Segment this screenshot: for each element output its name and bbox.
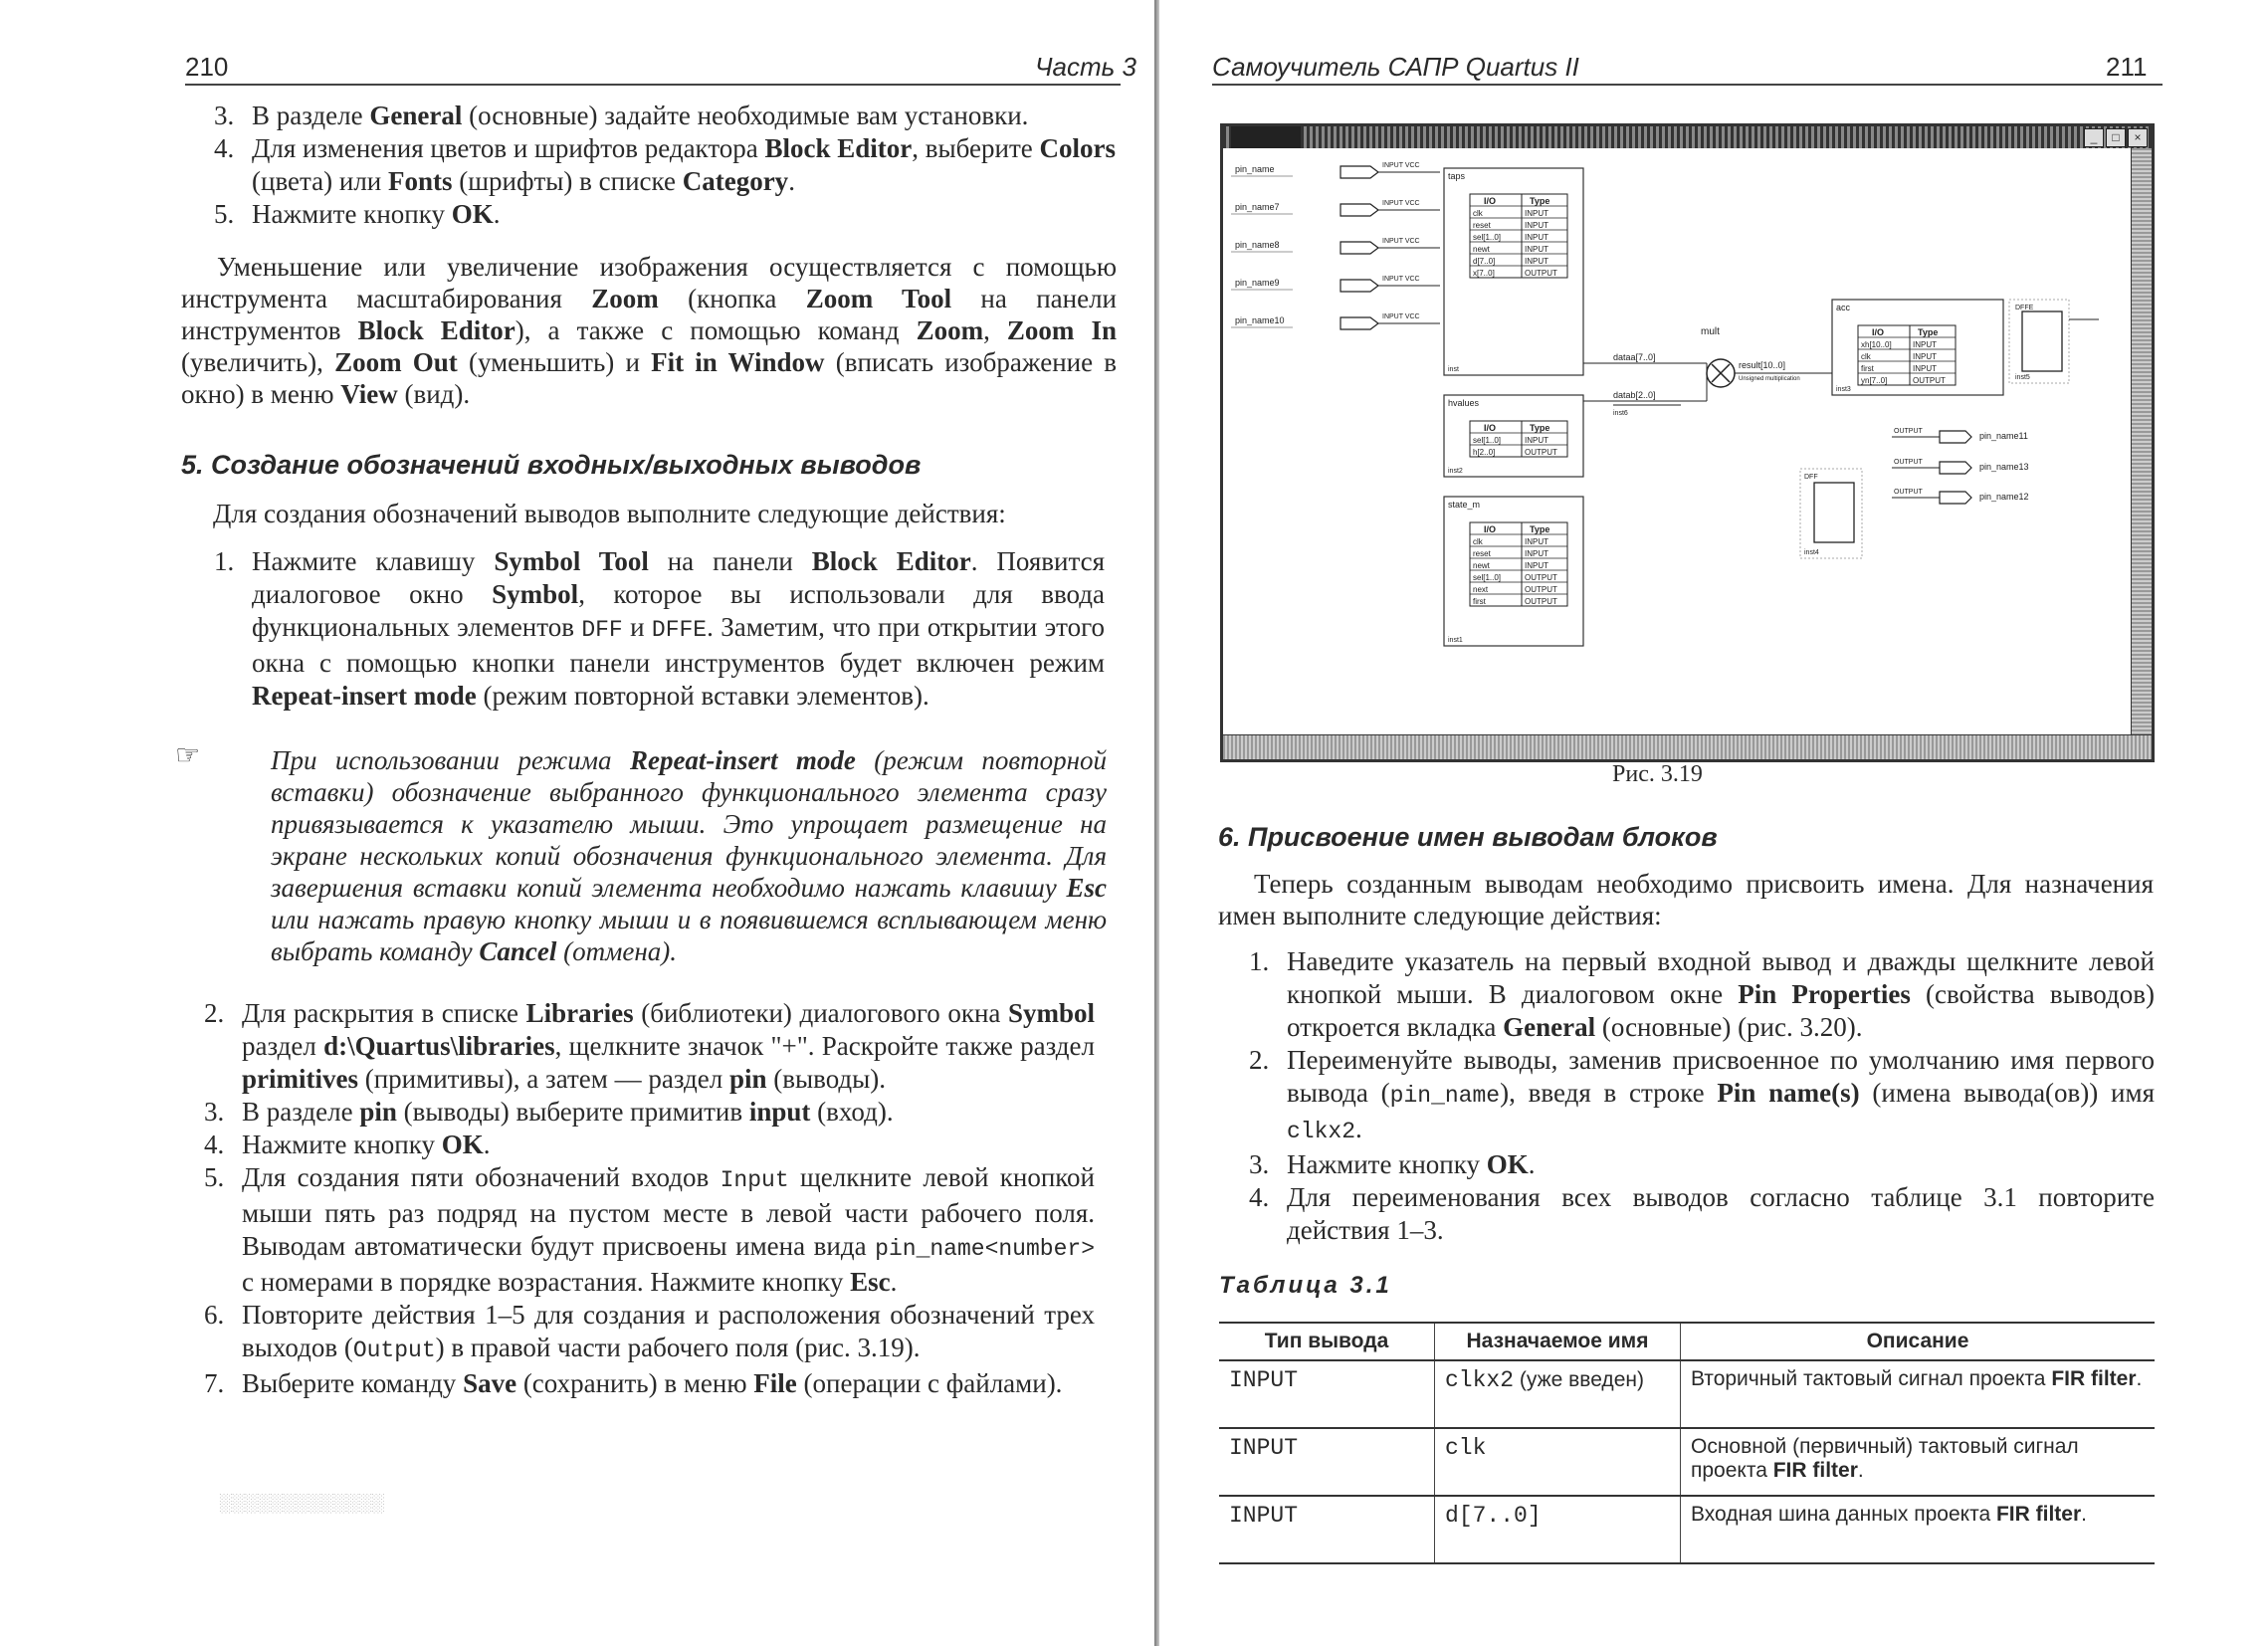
text-run: В разделе bbox=[252, 101, 370, 130]
table-3-1 bbox=[1219, 1322, 2155, 1564]
text-run: (основные) (рис. 3.20). bbox=[1595, 1012, 1863, 1042]
text-run: (операции с файлами). bbox=[796, 1368, 1063, 1398]
input-pin-symbol bbox=[1340, 166, 1378, 178]
figure-caption: Рис. 3.19 bbox=[1612, 761, 1703, 787]
text-run: (цвета) или bbox=[252, 166, 388, 196]
block-name: acc bbox=[1836, 303, 1851, 312]
text-run: на панели инструментов bbox=[181, 284, 1117, 345]
bold-term: primitives bbox=[242, 1064, 358, 1094]
io-port-name: newt bbox=[1473, 245, 1490, 254]
window-title bbox=[1231, 126, 1301, 148]
text-run: Основной (первичный) тактовый сигнал проекта bbox=[1691, 1435, 2079, 1482]
text-run: При использовании режима bbox=[271, 745, 630, 775]
cell-type: INPUT bbox=[1219, 1496, 1435, 1563]
cell-description bbox=[1681, 1428, 2156, 1496]
section-6-steps-list bbox=[1249, 945, 2155, 1247]
bold-term: Fit in Window bbox=[651, 347, 825, 377]
cell-name-code: clk bbox=[1445, 1435, 1487, 1461]
input-pin-label: pin_name9 bbox=[1235, 278, 1280, 288]
bold-term: Cancel bbox=[479, 936, 557, 966]
list-item bbox=[214, 100, 1120, 132]
input-pin-label: pin_name8 bbox=[1235, 240, 1280, 250]
text-run: (шрифты) в списке bbox=[452, 166, 683, 196]
window-title-bar bbox=[1223, 126, 2152, 148]
io-table-head-type: Type bbox=[1918, 327, 1939, 337]
io-port-type: INPUT bbox=[1525, 561, 1548, 570]
section-5-intro: Для создания обозначений выводов выполните следующие действия: bbox=[213, 499, 1006, 528]
text-run: , bbox=[983, 315, 1007, 345]
bold-term: Zoom bbox=[916, 315, 984, 345]
text-run: . bbox=[1355, 1114, 1362, 1143]
zoom-paragraph bbox=[181, 251, 1117, 410]
text-run: (сохранить) в меню bbox=[516, 1368, 754, 1398]
bold-term: Category bbox=[682, 166, 789, 196]
section-heading-5: 5. Создание обозначений входных/выходных выводов bbox=[181, 450, 922, 480]
io-port-name: first bbox=[1861, 364, 1874, 373]
block-instance: inst1 bbox=[1448, 637, 1463, 644]
steps-top-list bbox=[214, 100, 1120, 231]
bold-term: Save bbox=[463, 1368, 517, 1398]
bold-term: View bbox=[340, 379, 398, 409]
io-port-type: OUTPUT bbox=[1525, 269, 1557, 278]
bold-term: input bbox=[748, 1097, 811, 1127]
text-run: Повторите действия 1–5 для создания и расположения обозначений трех выходов ( bbox=[242, 1300, 1095, 1362]
text-run: . bbox=[1528, 1149, 1536, 1179]
bold-term: Zoom Tool bbox=[805, 284, 952, 313]
text-run: Вторичный тактовый сигнал проекта bbox=[1691, 1367, 2052, 1390]
bold-term: Zoom Out bbox=[334, 347, 458, 377]
mult-instance: inst6 bbox=[1613, 410, 1628, 417]
io-port-name: d[7..0] bbox=[1473, 257, 1496, 266]
bold-term: OK bbox=[441, 1130, 484, 1159]
dff-name: DFF bbox=[1804, 474, 1818, 481]
text-run: , щелкните значок "+". Раскройте также раздел bbox=[554, 1031, 1095, 1061]
output-pin-tag: OUTPUT bbox=[1894, 428, 1923, 435]
text-run: (вписать изображение в окно) в меню bbox=[181, 347, 1118, 409]
input-pin-tag: INPUT VCC bbox=[1382, 238, 1420, 245]
text-run: (отмена). bbox=[556, 936, 677, 966]
io-port-type: INPUT bbox=[1913, 340, 1937, 349]
text-run: ) в правой части рабочего поля (рис. 3.19). bbox=[435, 1333, 921, 1362]
io-port-type: INPUT bbox=[1525, 549, 1548, 558]
bold-term: FIR filter bbox=[1995, 1503, 2082, 1526]
bold-term: Libraries bbox=[525, 998, 634, 1028]
bold-term: Zoom In bbox=[1006, 315, 1118, 345]
list-number: 4. bbox=[1249, 1182, 1270, 1212]
bold-term: Pin name(s) bbox=[1717, 1078, 1860, 1108]
text-run: Наведите указатель на первый входной вывод и дважды щелкните левой кнопкой мыши. В диалоговом окне bbox=[1287, 946, 2155, 1009]
bold-term: General bbox=[369, 101, 463, 130]
input-pin-tag: INPUT VCC bbox=[1382, 313, 1420, 320]
bold-term: OK bbox=[451, 199, 494, 229]
mult-dataa: dataa[7..0] bbox=[1613, 352, 1656, 362]
figure-3-19-screenshot bbox=[1220, 123, 2155, 762]
input-pin-symbol bbox=[1340, 317, 1378, 329]
input-pin-symbol bbox=[1340, 280, 1378, 292]
text-run: Выберите команду bbox=[242, 1368, 464, 1398]
bold-term: Symbol bbox=[492, 579, 579, 609]
text-run: . Появится диалоговое окно bbox=[252, 546, 1105, 609]
io-port-type: OUTPUT bbox=[1525, 585, 1557, 594]
list-item bbox=[204, 997, 1095, 1096]
table-header-description: Описание bbox=[1681, 1323, 2156, 1360]
bold-term: File bbox=[753, 1368, 797, 1398]
bold-term: FIR filter bbox=[1772, 1459, 1858, 1482]
list-number: 3. bbox=[204, 1097, 225, 1127]
input-pin-tag: INPUT VCC bbox=[1382, 162, 1420, 169]
output-pin-tag: OUTPUT bbox=[1894, 459, 1923, 466]
text-run: Входная шина данных проекта bbox=[1691, 1503, 1996, 1526]
list-item bbox=[204, 1367, 1095, 1400]
bold-term: Colors bbox=[1039, 133, 1117, 163]
list-item bbox=[204, 1161, 1095, 1299]
io-port-type: INPUT bbox=[1525, 209, 1548, 218]
output-pin-label: pin_name13 bbox=[1979, 462, 2029, 472]
text-run: . bbox=[2136, 1367, 2143, 1390]
text-run: (имена вывода(ов)) имя bbox=[1859, 1078, 2156, 1108]
bold-term: Symbol Tool bbox=[494, 546, 649, 576]
code-term: pin_name<number> bbox=[875, 1236, 1095, 1262]
section-heading-6: 6. Присвоение имен выводам блоков bbox=[1218, 822, 1718, 852]
list-item bbox=[204, 1129, 1095, 1161]
minimize-button[interactable]: _ bbox=[2084, 128, 2104, 147]
text-run: . Заметим, что при открытии этого окна с помощью кнопки панели инструментов будет включен режим bbox=[252, 612, 1106, 678]
maximize-button[interactable]: □ bbox=[2106, 128, 2126, 147]
list-number: 4. bbox=[204, 1130, 225, 1159]
list-item bbox=[204, 1299, 1095, 1367]
text-run: Для переименования всех выводов согласно таблице 3.1 повторите действия 1–3. bbox=[1287, 1182, 2155, 1245]
list-number: 2. bbox=[1249, 1045, 1270, 1075]
table-caption: Таблица 3.1 bbox=[1219, 1272, 1392, 1299]
io-table-head-type: Type bbox=[1530, 196, 1550, 206]
output-pin-label: pin_name12 bbox=[1979, 492, 2029, 502]
io-port-name: sel[1..0] bbox=[1473, 436, 1502, 445]
running-head-left: Часть 3 bbox=[1035, 52, 1136, 82]
text-run: , которое вы использовали для ввода функциональных элементов bbox=[252, 579, 1106, 642]
text-run: и bbox=[622, 612, 652, 642]
block-diagram-canvas bbox=[1223, 148, 2129, 735]
dff-symbol bbox=[1814, 483, 1854, 542]
list-item bbox=[214, 132, 1120, 198]
text-run: . bbox=[1857, 1459, 1864, 1482]
text-run: . bbox=[483, 1130, 491, 1159]
text-run: ), а также с помощью команд bbox=[515, 315, 917, 345]
text-run: Для создания пяти обозначений входов bbox=[242, 1162, 721, 1192]
list-item bbox=[1249, 945, 2155, 1044]
note-hand-icon: ☞ bbox=[175, 740, 201, 771]
list-number: 2. bbox=[204, 998, 225, 1028]
io-port-type: OUTPUT bbox=[1525, 448, 1557, 457]
io-port-name: clk bbox=[1473, 209, 1483, 218]
io-port-name: x[7..0] bbox=[1473, 269, 1495, 278]
cell-name bbox=[1435, 1496, 1681, 1563]
bold-term: d:\Quartus\libraries bbox=[323, 1031, 555, 1061]
input-pin-tag: INPUT VCC bbox=[1382, 200, 1420, 207]
cell-name bbox=[1435, 1428, 1681, 1496]
text-run: (вид). bbox=[397, 379, 471, 409]
io-table-head-io: I/O bbox=[1484, 196, 1497, 206]
text-run: (выводы) выберите примитив bbox=[396, 1097, 749, 1127]
text-run: щелкните левой кнопкой мыши пять раз подряд на пустом месте в левой части рабочего поля. Выводам автоматически будут присвоены имена вида bbox=[242, 1162, 1095, 1261]
io-table-head-type: Type bbox=[1530, 423, 1550, 433]
block-name: taps bbox=[1448, 171, 1466, 181]
text-run: (увеличить), bbox=[181, 347, 335, 377]
bold-term: Block Editor bbox=[811, 546, 971, 576]
dffe-name: DFFE bbox=[2015, 305, 2034, 311]
io-port-type: INPUT bbox=[1525, 245, 1548, 254]
text-run: . bbox=[890, 1267, 898, 1297]
table-row bbox=[1219, 1496, 2155, 1563]
code-term: clkx2 bbox=[1287, 1119, 1356, 1144]
list-item bbox=[1249, 1044, 2155, 1148]
io-port-name: clk bbox=[1861, 352, 1871, 361]
text-run: Нажмите клавишу bbox=[252, 546, 495, 576]
list-number: 1. bbox=[1249, 946, 1270, 976]
text-run: Для раскрытия в списке bbox=[242, 998, 526, 1028]
header-rule-right bbox=[1212, 84, 2163, 86]
block-name: hvalues bbox=[1448, 398, 1480, 408]
cell-name-code: clkx2 bbox=[1445, 1367, 1515, 1393]
step-1-list bbox=[214, 545, 1105, 713]
io-port-type: INPUT bbox=[1525, 436, 1548, 445]
text-run: (выводы). bbox=[766, 1064, 887, 1094]
io-port-type: OUTPUT bbox=[1913, 376, 1946, 385]
text-run: (библиотеки) диалогового окна bbox=[633, 998, 1008, 1028]
text-run: ), введя в строке bbox=[1500, 1078, 1718, 1108]
header-rule-left bbox=[185, 84, 1121, 86]
output-pin-symbol bbox=[1940, 431, 1971, 443]
text-run: (вход). bbox=[810, 1097, 894, 1127]
table-header-name: Назначаемое имя bbox=[1435, 1323, 1681, 1360]
text-run: на панели bbox=[648, 546, 812, 576]
steps-bottom-list bbox=[204, 997, 1095, 1400]
text-run: раздел bbox=[242, 1031, 324, 1061]
io-port-name: reset bbox=[1473, 549, 1491, 558]
bleed-through-text: ░░░░░░░░░░░░░ bbox=[219, 1493, 384, 1513]
text-run: (уменьшить) и bbox=[457, 347, 652, 377]
output-pin-tag: OUTPUT bbox=[1894, 489, 1923, 496]
page-number-left: 210 bbox=[185, 52, 229, 82]
text-run: Уменьшение или увеличение изображения осуществляется с помощью инструмента масштабирования bbox=[181, 252, 1117, 313]
code-term: Input bbox=[720, 1167, 789, 1193]
list-number: 5. bbox=[214, 199, 235, 229]
section-6-intro: Теперь созданным выводам необходимо присвоить имена. Для назначения имен выполните следующие действия: bbox=[1218, 869, 2154, 930]
bold-term: Symbol bbox=[1007, 998, 1096, 1028]
output-pin-symbol bbox=[1940, 492, 1971, 504]
list-item bbox=[1249, 1148, 2155, 1181]
text-run: Нажмите кнопку bbox=[252, 199, 452, 229]
text-run: В разделе bbox=[242, 1097, 360, 1127]
io-port-type: INPUT bbox=[1525, 233, 1548, 242]
io-table-head-io: I/O bbox=[1872, 327, 1885, 337]
io-port-name: clk bbox=[1473, 537, 1483, 546]
code-term: DFF bbox=[581, 617, 623, 643]
io-port-type: INPUT bbox=[1913, 352, 1937, 361]
io-port-type: OUTPUT bbox=[1525, 573, 1557, 582]
io-port-type: OUTPUT bbox=[1525, 597, 1557, 606]
list-number: 4. bbox=[214, 133, 235, 163]
code-term: pin_name bbox=[1389, 1083, 1501, 1109]
list-number: 6. bbox=[204, 1300, 225, 1330]
io-table-head-io: I/O bbox=[1484, 524, 1497, 534]
text-run: Нажмите кнопку bbox=[242, 1130, 442, 1159]
list-item bbox=[1249, 1181, 2155, 1247]
io-port-type: INPUT bbox=[1525, 537, 1548, 546]
text-run: (свойства выводов) откроется вкладка bbox=[1287, 979, 2155, 1042]
list-item bbox=[214, 198, 1120, 231]
cell-name-code: d[7..0] bbox=[1445, 1503, 1542, 1529]
close-button[interactable]: × bbox=[2128, 128, 2148, 147]
text-run: Для изменения цветов и шрифтов редактора bbox=[252, 133, 765, 163]
block-state_m bbox=[1444, 497, 1583, 646]
page-number-right: 211 bbox=[2106, 52, 2148, 82]
bold-term: Esc bbox=[1066, 873, 1107, 903]
text-run: Переименуйте выводы, заменив присвоенное по умолчанию имя первого вывода ( bbox=[1287, 1045, 2155, 1108]
text-run: (примитивы), а затем — раздел bbox=[357, 1064, 729, 1094]
text-run: (основные) задайте необходимые вам установки. bbox=[462, 101, 1029, 130]
bold-term: Pin Properties bbox=[1738, 979, 1911, 1009]
input-pin-symbol bbox=[1340, 204, 1378, 216]
list-number: 1. bbox=[214, 546, 235, 576]
list-number: 5. bbox=[204, 1162, 225, 1192]
text-run: . bbox=[2081, 1503, 2087, 1526]
input-pin-symbol bbox=[1340, 242, 1378, 254]
horizontal-scrollbar[interactable] bbox=[1223, 734, 2152, 759]
io-table-head-type: Type bbox=[1530, 524, 1550, 534]
list-item bbox=[204, 1096, 1095, 1129]
table-row bbox=[1219, 1428, 2155, 1496]
text-run: Нажмите кнопку bbox=[1287, 1149, 1487, 1179]
text-run: (режим повторной вставки) обозначение выбранного функционального элемента сразу привязывается к указателю мыши. Это упрощает размещение на экране нескольких копий обозначения функционального элемента. Для завершения вставки копий элемента необходимо нажать клавишу bbox=[271, 745, 1108, 903]
bold-term: Block Editor bbox=[357, 315, 515, 345]
io-port-name: newt bbox=[1473, 561, 1490, 570]
io-table-head-io: I/O bbox=[1484, 423, 1497, 433]
vertical-scrollbar[interactable] bbox=[2131, 148, 2152, 735]
table-header-type: Тип вывода bbox=[1219, 1323, 1435, 1360]
mult-label: mult bbox=[1701, 326, 1720, 337]
bold-term: pin bbox=[728, 1064, 767, 1094]
io-port-name: reset bbox=[1473, 221, 1491, 230]
block-instance: inst3 bbox=[1836, 386, 1851, 393]
note-paragraph bbox=[271, 744, 1107, 967]
table-row bbox=[1219, 1360, 2155, 1428]
bold-term: Block Editor bbox=[764, 133, 913, 163]
input-pin-label: pin_name10 bbox=[1235, 315, 1285, 325]
bold-term: FIR filter bbox=[2051, 1367, 2137, 1390]
io-port-name: sel[1..0] bbox=[1473, 573, 1502, 582]
code-term: Output bbox=[352, 1337, 436, 1363]
io-port-name: h[2..0] bbox=[1473, 448, 1496, 457]
mult-datab: datab[2..0] bbox=[1613, 390, 1656, 400]
bold-term: Esc bbox=[850, 1267, 891, 1297]
io-port-name: yn[7..0] bbox=[1861, 376, 1888, 385]
output-pin-symbol bbox=[1940, 462, 1971, 474]
bold-term: Repeat-insert mode bbox=[252, 681, 477, 711]
input-pin-tag: INPUT VCC bbox=[1382, 276, 1420, 283]
block-instance: inst2 bbox=[1448, 468, 1463, 475]
io-port-type: INPUT bbox=[1913, 364, 1937, 373]
bold-term: Zoom bbox=[591, 284, 659, 313]
dff-instance: inst4 bbox=[1804, 549, 1819, 556]
block-taps bbox=[1444, 168, 1583, 375]
text-run: . bbox=[788, 166, 795, 196]
text-run: с номерами в порядке возрастания. Нажмите кнопку bbox=[242, 1267, 851, 1297]
bold-term: Fonts bbox=[388, 166, 453, 196]
cell-name-note: (уже введен) bbox=[1514, 1368, 1644, 1391]
cell-description bbox=[1681, 1496, 2156, 1563]
io-port-name: next bbox=[1473, 585, 1489, 594]
bold-term: pin bbox=[359, 1097, 397, 1127]
cell-type: INPUT bbox=[1219, 1428, 1435, 1496]
text-run: (кнопка bbox=[658, 284, 806, 313]
running-head-right: Самоучитель САПР Quartus II bbox=[1212, 52, 1579, 82]
dffe-instance: inst5 bbox=[2015, 374, 2030, 381]
code-term: DFFE bbox=[651, 617, 708, 643]
bold-term: General bbox=[1503, 1012, 1596, 1042]
table-header-row bbox=[1219, 1323, 2155, 1360]
cell-type: INPUT bbox=[1219, 1360, 1435, 1428]
cell-name bbox=[1435, 1360, 1681, 1428]
bold-term: Repeat-insert mode bbox=[629, 745, 856, 775]
dffe-symbol bbox=[2022, 311, 2062, 371]
text-run: . bbox=[493, 199, 501, 229]
input-pin-label: pin_name bbox=[1235, 164, 1275, 174]
block-name: state_m bbox=[1448, 500, 1481, 510]
io-port-name: sel[1..0] bbox=[1473, 233, 1502, 242]
io-port-name: xh[10..0] bbox=[1861, 340, 1892, 349]
block-instance: inst bbox=[1448, 366, 1459, 373]
mult-result: result[10..0] bbox=[1739, 360, 1786, 370]
bold-term: OK bbox=[1486, 1149, 1529, 1179]
io-port-type: INPUT bbox=[1525, 221, 1548, 230]
mult-subtitle: Unsigned multiplication bbox=[1739, 376, 1800, 382]
cell-description bbox=[1681, 1360, 2156, 1428]
text-run: (режим повторной вставки элементов). bbox=[476, 681, 929, 711]
list-number: 3. bbox=[214, 101, 235, 130]
text-run: или нажать правую кнопку мыши и в появившемся всплывающем меню выбрать команду bbox=[271, 905, 1107, 966]
list-number: 3. bbox=[1249, 1149, 1270, 1179]
input-pin-label: pin_name7 bbox=[1235, 202, 1280, 212]
output-pin-label: pin_name11 bbox=[1979, 431, 2028, 441]
io-port-name: first bbox=[1473, 597, 1486, 606]
io-port-type: INPUT bbox=[1525, 257, 1548, 266]
text-run: , выберите bbox=[912, 133, 1040, 163]
list-number: 7. bbox=[204, 1368, 225, 1398]
list-item bbox=[214, 545, 1105, 713]
